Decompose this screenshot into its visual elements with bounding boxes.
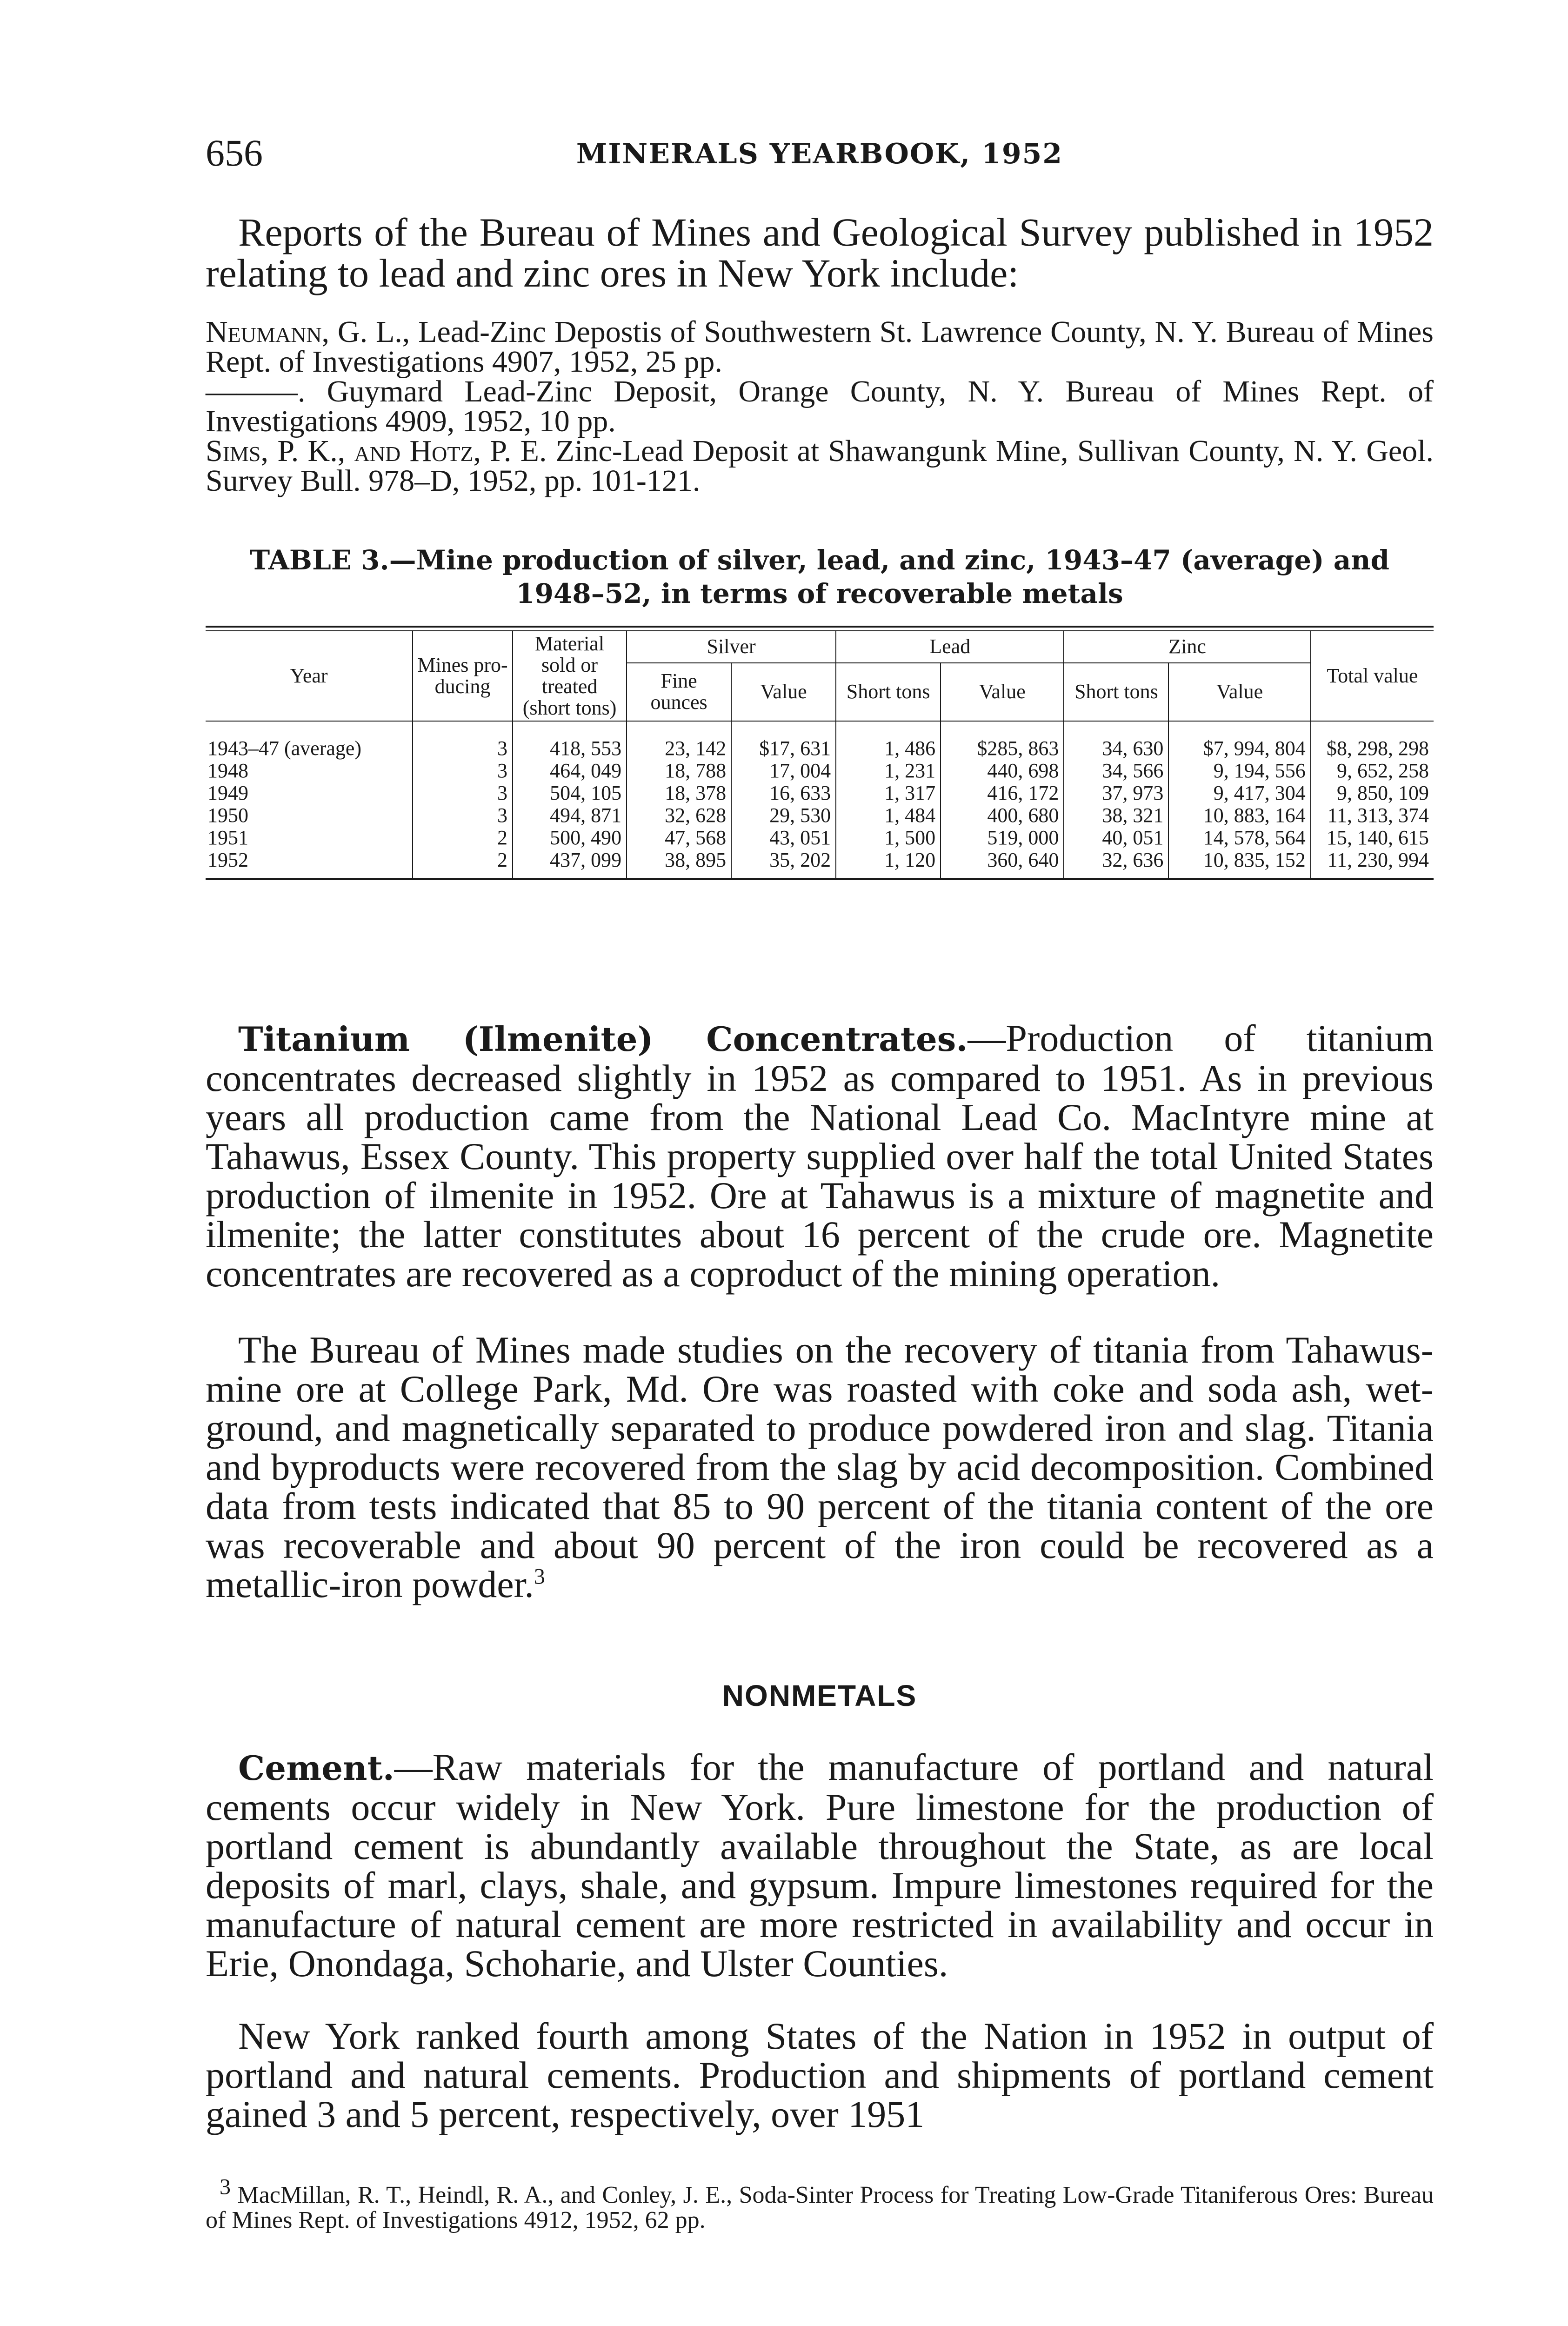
cement-text: —Raw materials for the manufacture of portland and natural cements occur widely in New York. Pure limestone for the production of portland cement is abundantly available throughout the State, as are local deposits of marl, clays, shale, and gypsum. Impure limestones required for the manufacture of natural cement are more restricted in availability and occur in Erie, Onondaga, Schoharie, and Ulster Counties. xyxy=(206,1746,1434,1985)
cell-zinc-value: 14, 578, 564 xyxy=(1168,827,1310,849)
cell-year: 1949 xyxy=(206,782,413,804)
table-bottom-rule xyxy=(206,878,1434,880)
table-row xyxy=(206,827,1434,849)
cell-zinc-tons: 38, 321 xyxy=(1064,804,1168,827)
page-number: 656 xyxy=(206,132,263,174)
header-zinc-tons: Short tons xyxy=(1064,663,1168,721)
production-table xyxy=(206,626,1434,880)
cell-total: 15, 140, 615 xyxy=(1311,827,1434,849)
header-lead: Lead xyxy=(836,631,1064,663)
cell-lead-value: 440, 698 xyxy=(941,760,1064,782)
cell-year: 1943–47 (average) xyxy=(206,721,413,760)
cell-silver-oz: 38, 895 xyxy=(627,849,731,878)
cell-silver-value: 43, 051 xyxy=(731,827,836,849)
cell-zinc-tons: 32, 636 xyxy=(1064,849,1168,878)
intro-paragraph: Reports of the Bureau of Mines and Geological Survey published in 1952 relating to lead and zinc ores in New York include: xyxy=(206,210,1434,295)
cell-total: 9, 850, 109 xyxy=(1311,782,1434,804)
header-zinc: Zinc xyxy=(1064,631,1310,663)
titanium-heading: Titanium (Ilmenite) Concentrates. xyxy=(238,1019,968,1059)
cell-mines: 2 xyxy=(413,849,513,878)
cell-zinc-tons: 34, 630 xyxy=(1064,721,1168,760)
cement-heading: Cement. xyxy=(238,1748,394,1788)
header-year: Year xyxy=(206,631,413,721)
table-row xyxy=(206,760,1434,782)
cell-material: 504, 105 xyxy=(513,782,627,804)
cell-silver-value: $17, 631 xyxy=(731,721,836,760)
cell-zinc-tons: 34, 566 xyxy=(1064,760,1168,782)
cell-silver-value: 29, 530 xyxy=(731,804,836,827)
cell-year: 1951 xyxy=(206,827,413,849)
header-lead-value: Value xyxy=(941,663,1064,721)
cell-zinc-value: 9, 417, 304 xyxy=(1168,782,1310,804)
header-zinc-value: Value xyxy=(1168,663,1310,721)
cell-zinc-value: $7, 994, 804 xyxy=(1168,721,1310,760)
cell-lead-tons: 1, 486 xyxy=(836,721,941,760)
titanium-paragraph xyxy=(206,1019,1434,1293)
section-heading: NONMETALS xyxy=(722,1679,917,1712)
cell-year: 1952 xyxy=(206,849,413,878)
header-silver-value: Value xyxy=(731,663,836,721)
reference-item xyxy=(206,317,1434,377)
cell-lead-value: $285, 863 xyxy=(941,721,1064,760)
cell-mines: 2 xyxy=(413,827,513,849)
reference-text: Zinc-Lead Deposit at Shawangunk Mine, Sullivan County, N. Y. Geol. Survey Bull. 978–D, 1952, pp. 101-121. xyxy=(206,434,1434,498)
cell-silver-oz: 18, 788 xyxy=(627,760,731,782)
bureau-paragraph xyxy=(206,1330,1434,1604)
cell-silver-value: 35, 202 xyxy=(731,849,836,878)
table-title: TABLE 3.—Mine production of silver, lead, and zinc, 1943–47 (average) and 1948–52, in terms of recoverable metals xyxy=(249,544,1390,609)
cell-material: 437, 099 xyxy=(513,849,627,878)
cell-mines: 3 xyxy=(413,760,513,782)
cell-lead-value: 416, 172 xyxy=(941,782,1064,804)
cell-total: 11, 230, 994 xyxy=(1311,849,1434,878)
reference-item xyxy=(206,374,1434,438)
header-silver: Silver xyxy=(627,631,836,663)
newyork-paragraph: New York ranked fourth among States of the Nation in 1952 in output of portland and natural cements. Production and shipments of portland cement gained 3 and 5 percent, respectively, over 1951 xyxy=(206,2015,1434,2135)
cell-total: 11, 313, 374 xyxy=(1311,804,1434,827)
cell-lead-value: 400, 680 xyxy=(941,804,1064,827)
cell-silver-oz: 32, 628 xyxy=(627,804,731,827)
footnote-reference[interactable]: 3 xyxy=(534,1564,545,1589)
cell-material: 494, 871 xyxy=(513,804,627,827)
cell-lead-value: 360, 640 xyxy=(941,849,1064,878)
header-total: Total value xyxy=(1311,631,1434,721)
table-row xyxy=(206,849,1434,878)
cell-material: 418, 553 xyxy=(513,721,627,760)
cell-mines: 3 xyxy=(413,782,513,804)
running-head: MINERALS YEARBOOK, 1952 xyxy=(576,138,1063,170)
reference-text: Guymard Lead-Zinc Deposit, Orange County, N. Y. Bureau of Mines Rept. of Investigations 4909, 1952, 10 pp. xyxy=(206,374,1434,438)
cell-material: 500, 490 xyxy=(513,827,627,849)
header-fine-ounces: Fine ounces xyxy=(627,663,731,721)
bureau-text: The Bureau of Mines made studies on the recovery of titania from Tahawus-mine ore at College Park, Md. Ore was roasted with coke and soda ash, wet-ground, and magnetically separated to produce powdered iron and slag. Titania and byproducts were recovered from the slag by acid decomposition. Combined data from tests indicated that 85 to 90 percent of the titania content of the ore was recoverable and about 90 percent of the iron could be recovered as a metallic-iron powder. xyxy=(206,1329,1434,1605)
reference-text: Lead-Zinc Depostis of Southwestern St. Lawrence County, N. Y. Bureau of Mines Rept. of Investigations 4907, 1952, 25 pp. xyxy=(206,315,1434,379)
header-mines: Mines pro- ducing xyxy=(413,631,513,721)
cell-total: $8, 298, 298 xyxy=(1311,721,1434,760)
titanium-text: —Production of titanium concentrates decreased slightly in 1952 as compared to 1951. As in previous years all production came from the National Lead Co. MacIntyre mine at Tahawus, Essex County. This property supplied over half the total United States production of ilmenite in 1952. Ore at Tahawus is a mixture of magnetite and ilmenite; the latter constitutes about 16 percent of the crude ore. Magnetite concentrates are recovered as a coproduct of the mining operation. xyxy=(206,1017,1434,1295)
cell-silver-oz: 23, 142 xyxy=(627,721,731,760)
cell-year: 1948 xyxy=(206,760,413,782)
table-row xyxy=(206,782,1434,804)
cell-mines: 3 xyxy=(413,721,513,760)
cell-silver-value: 17, 004 xyxy=(731,760,836,782)
cell-zinc-value: 10, 883, 164 xyxy=(1168,804,1310,827)
cell-material: 464, 049 xyxy=(513,760,627,782)
cell-lead-tons: 1, 231 xyxy=(836,760,941,782)
cell-lead-tons: 1, 317 xyxy=(836,782,941,804)
cell-silver-oz: 18, 378 xyxy=(627,782,731,804)
table-row xyxy=(206,804,1434,827)
cell-lead-value: 519, 000 xyxy=(941,827,1064,849)
footnote-text: MacMillan, R. T., Heindl, R. A., and Conley, J. E., Soda-Sinter Process for Treating Low-Grade Titaniferous Ores: Bureau of Mines Rept. of Investigations 4912, 1952, 62 pp. xyxy=(206,2182,1434,2233)
reference-author: ———. xyxy=(206,374,306,408)
cell-silver-value: 16, 633 xyxy=(731,782,836,804)
reference-list xyxy=(206,317,1434,496)
cell-lead-tons: 1, 500 xyxy=(836,827,941,849)
table-row xyxy=(206,721,1434,760)
footnote xyxy=(206,2174,1434,2233)
cell-zinc-tons: 37, 973 xyxy=(1064,782,1168,804)
header-material: Material sold or treated (short tons) xyxy=(513,631,627,721)
reference-item xyxy=(206,436,1434,496)
cell-total: 9, 652, 258 xyxy=(1311,760,1434,782)
cell-silver-oz: 47, 568 xyxy=(627,827,731,849)
cell-lead-tons: 1, 120 xyxy=(836,849,941,878)
cell-lead-tons: 1, 484 xyxy=(836,804,941,827)
reference-author: Neumann, G. L., xyxy=(206,315,410,349)
footnote-mark: 3 xyxy=(220,2174,231,2199)
table-top-rule xyxy=(206,626,1434,631)
cell-zinc-value: 9, 194, 556 xyxy=(1168,760,1310,782)
cell-zinc-tons: 40, 051 xyxy=(1064,827,1168,849)
header-lead-tons: Short tons xyxy=(836,663,941,721)
page-header xyxy=(206,131,1434,182)
reference-author: Sims, P. K., and Hotz, P. E. xyxy=(206,434,547,468)
cement-paragraph xyxy=(206,1748,1434,1983)
cell-zinc-value: 10, 835, 152 xyxy=(1168,849,1310,878)
cell-mines: 3 xyxy=(413,804,513,827)
cell-year: 1950 xyxy=(206,804,413,827)
